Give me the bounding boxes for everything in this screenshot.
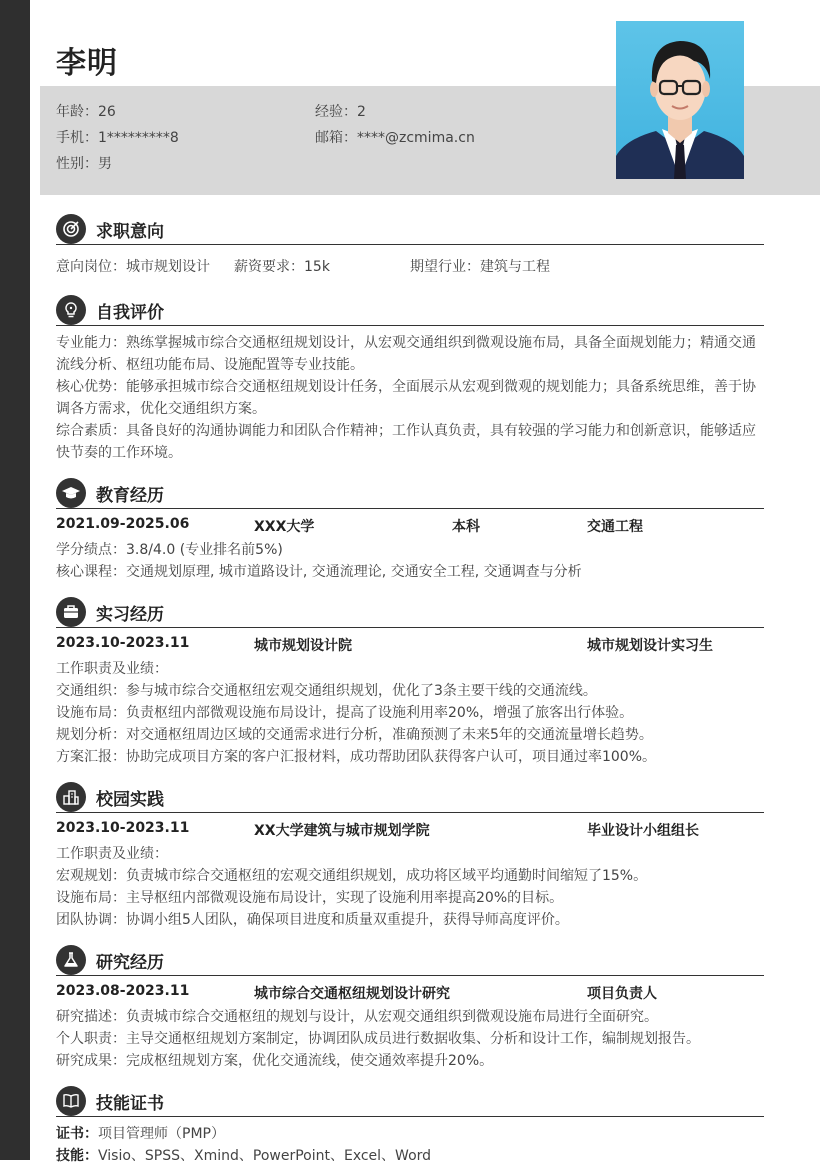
section-title: 教育经历 xyxy=(96,486,164,506)
briefcase-icon xyxy=(56,597,86,627)
section-campus xyxy=(56,782,764,813)
section-job-intent xyxy=(56,214,764,245)
internship-line: 规划分析：对交通枢纽周边区域的交通需求进行分析，准确预测了未来5年的交通流量增长趋势。 xyxy=(56,727,653,743)
campus-line: 工作职责及业绩： xyxy=(56,846,168,862)
graduation-cap-icon xyxy=(56,478,86,508)
section-title: 研究经历 xyxy=(96,953,164,973)
section-title: 校园实践 xyxy=(96,790,164,810)
research-line: 个人职责：主导交通枢纽规划方案制定，协调团队成员进行数据收集、分析和设计工作，编制规划报告。 xyxy=(56,1031,700,1047)
campus-line: 宏观规划：负责城市综合交通枢纽的宏观交通组织规划，成功将区域平均通勤时间缩短了15%。 xyxy=(56,868,648,884)
gender-label: 性别： xyxy=(56,156,98,172)
section-skills xyxy=(56,1086,764,1117)
age-label: 年龄： xyxy=(56,104,98,120)
skills-cert-label: 证书： xyxy=(56,1126,98,1142)
education-line: 学分绩点：3.8/4.0 (专业排名前5%) xyxy=(56,542,283,558)
target-icon xyxy=(56,214,86,244)
section-self-evaluation xyxy=(56,295,764,326)
profile-photo xyxy=(616,21,744,179)
research-period: 2023.08-2023.11 xyxy=(56,983,190,999)
phone-value: 1*********8 xyxy=(98,130,179,146)
internship-line: 方案汇报：协助完成项目方案的客户汇报材料，成功帮助团队获得客户认可，项目通过率100%。 xyxy=(56,749,657,765)
phone-field xyxy=(56,127,179,147)
section-title: 自我评价 xyxy=(96,303,164,323)
book-icon xyxy=(56,1086,86,1116)
section-title: 实习经历 xyxy=(96,605,164,625)
buildings-icon xyxy=(56,782,86,812)
campus-line: 设施布局：主导枢纽内部微观设施布局设计，实现了设施利用率提高20%的目标。 xyxy=(56,890,564,906)
intent-industry: 期望行业：建筑与工程 xyxy=(410,259,550,275)
section-title: 求职意向 xyxy=(96,222,164,242)
gender-field xyxy=(56,153,112,173)
internship-role: 城市规划设计实习生 xyxy=(587,638,713,654)
candidate-name: 李明 xyxy=(56,46,118,81)
internship-line: 工作职责及业绩： xyxy=(56,661,168,677)
internship-line: 设施布局：负责枢纽内部微观设施布局设计，提高了设施利用率20%，增强了旅客出行体验。 xyxy=(56,705,634,721)
experience-field xyxy=(315,101,366,121)
research-project: 城市综合交通枢纽规划设计研究 xyxy=(254,986,450,1002)
campus-period: 2023.10-2023.11 xyxy=(56,820,190,836)
education-school: XXX大学 xyxy=(254,519,315,535)
email-value: ****@zcmima.cn xyxy=(357,130,475,146)
skills-tech-value: Visio、SPSS、Xmind、PowerPoint、Excel、Word xyxy=(98,1148,432,1164)
lightbulb-icon xyxy=(56,295,86,325)
research-line: 研究描述：负责城市综合交通枢纽的规划与设计，从宏观交通组织到微观设施布局进行全面研究。 xyxy=(56,1009,658,1025)
internship-org: 城市规划设计院 xyxy=(254,638,352,654)
flask-icon xyxy=(56,945,86,975)
portrait-illustration xyxy=(616,21,744,179)
education-major: 交通工程 xyxy=(587,519,643,535)
experience-value: 2 xyxy=(357,104,366,120)
age-field xyxy=(56,101,116,121)
internship-line: 交通组织：参与城市综合交通枢纽宏观交通组织规划，优化了3条主要干线的交通流线。 xyxy=(56,683,597,699)
skills-tech-label: 技能： xyxy=(56,1148,98,1164)
section-title: 技能证书 xyxy=(96,1094,164,1114)
gender-value: 男 xyxy=(98,156,112,172)
age-value: 26 xyxy=(98,104,116,120)
self-eval-item: 综合素质：具备良好的沟通协调能力和团队合作精神；工作认真负责，具有较强的学习能力和创新意识，能够适应快节奏的工作环境。 xyxy=(56,423,756,461)
section-education xyxy=(56,478,764,509)
skills-cert-value: 项目管理师（PMP） xyxy=(98,1126,225,1142)
experience-label: 经验： xyxy=(315,104,357,120)
skills-tech xyxy=(56,1145,431,1167)
campus-org: XX大学建筑与城市规划学院 xyxy=(254,823,430,839)
skills-cert xyxy=(56,1123,225,1145)
education-line: 核心课程：交通规划原理, 城市道路设计, 交通流理论, 交通安全工程, 交通调查与分析 xyxy=(56,564,582,580)
intent-salary: 薪资要求：15k xyxy=(234,259,330,275)
education-degree: 本科 xyxy=(452,519,480,535)
sidebar-bar xyxy=(0,0,30,1160)
research-role: 项目负责人 xyxy=(587,986,657,1002)
campus-role: 毕业设计小组组长 xyxy=(587,823,699,839)
internship-period: 2023.10-2023.11 xyxy=(56,635,190,651)
email-label: 邮箱： xyxy=(315,130,357,146)
education-period: 2021.09-2025.06 xyxy=(56,516,190,532)
email-field xyxy=(315,127,475,147)
section-internship xyxy=(56,597,764,628)
campus-line: 团队协调：协调小组5人团队，确保项目进度和质量双重提升，获得导师高度评价。 xyxy=(56,912,569,928)
self-eval-item: 专业能力：熟练掌握城市综合交通枢纽规划设计，从宏观交通组织到微观设施布局，具备全面规划能力；精通交通流线分析、枢纽功能布局、设施配置等专业技能。 xyxy=(56,335,756,373)
phone-label: 手机： xyxy=(56,130,98,146)
research-line: 研究成果：完成枢纽规划方案，优化交通流线，使交通效率提升20%。 xyxy=(56,1053,494,1069)
self-eval-item: 核心优势：能够承担城市综合交通枢纽规划设计任务，全面展示从宏观到微观的规划能力；具备系统思维，善于协调各方需求，优化交通组织方案。 xyxy=(56,379,756,417)
intent-position: 意向岗位：城市规划设计 xyxy=(56,259,210,275)
section-research xyxy=(56,945,764,976)
